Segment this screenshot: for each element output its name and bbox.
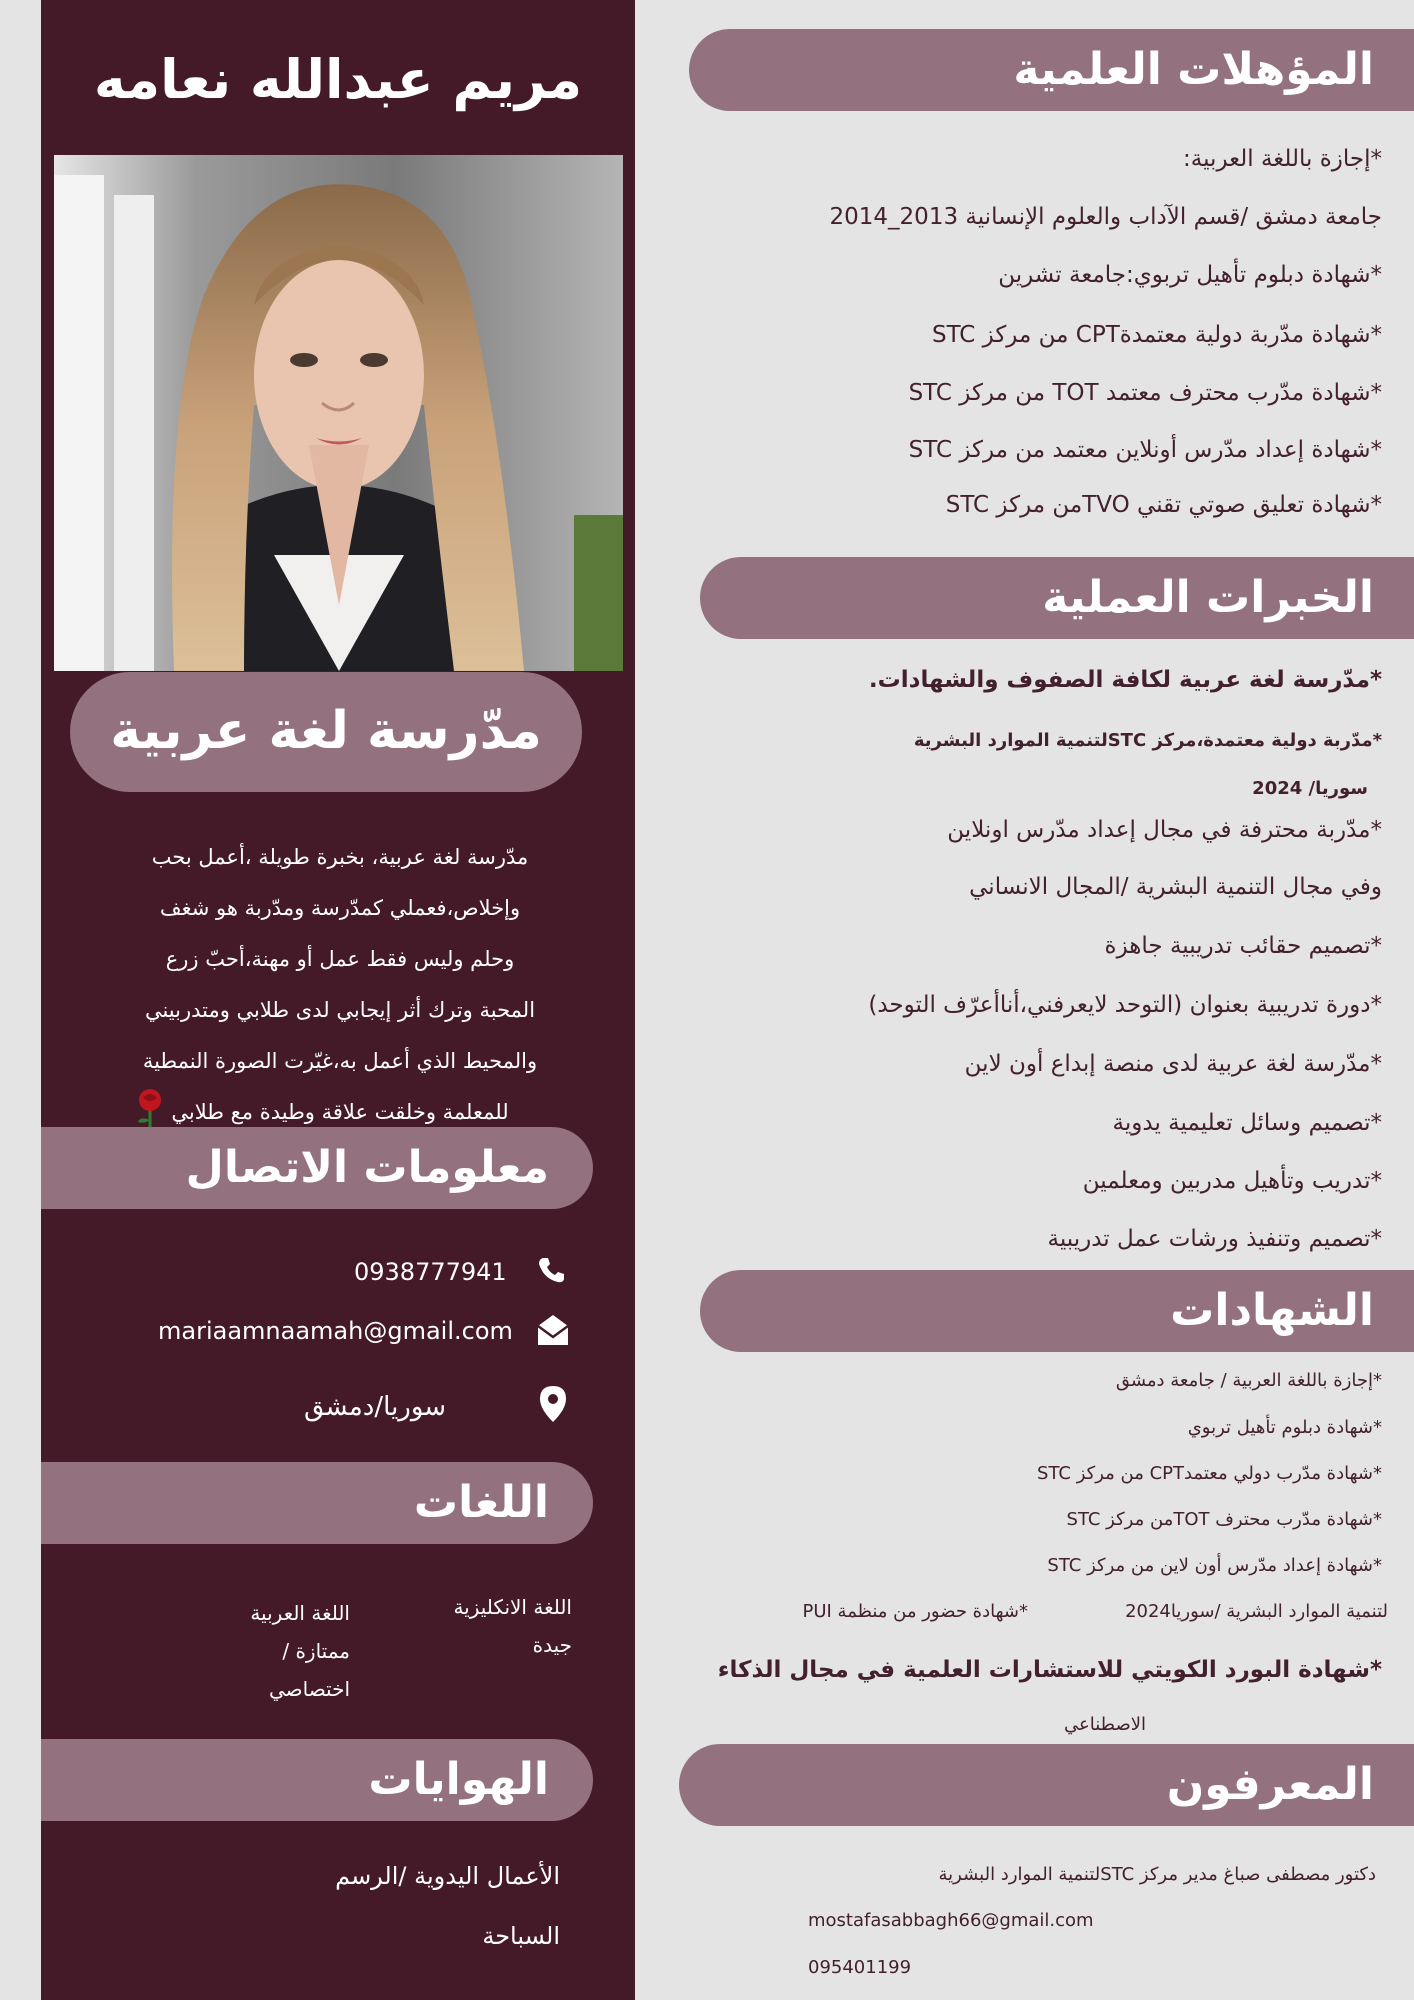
references-heading: المعرفون [679, 1744, 1414, 1826]
qualification-item: *شهادة إعداد مدّرس أونلاين معتمد من مركز STC [908, 437, 1382, 463]
certificate-item: لتنمية الموارد البشرية /سوريا2024 [1125, 1601, 1388, 1622]
languages-heading: اللغات [41, 1462, 593, 1544]
experience-item: سوريا/ 2024 [1252, 778, 1368, 799]
qualification-item: *إجازة باللغة العربية: [1183, 146, 1382, 172]
certificates-heading: الشهادات [700, 1270, 1414, 1352]
certificate-item: *شهادة مدّرب دولي معتمدCPT من مركز STC [1037, 1463, 1382, 1484]
about-line: والمحيط الذي أعمل به،غيّرت الصورة النمطية [142, 1049, 538, 1073]
language-level: جيدة [532, 1633, 572, 1657]
qualification-item: *شهادة مدّرب محترف معتمد TOT من مركز STC [908, 380, 1382, 406]
qualification-item: جامعة دمشق /قسم الآداب والعلوم الإنسانية 2013_2014 [829, 204, 1382, 230]
language-english [410, 1588, 572, 1664]
phone-icon [536, 1255, 566, 1285]
reference-phone: 095401199 [808, 1957, 912, 1978]
location-text: سوريا/دمشق [304, 1392, 447, 1422]
experience-item: *تدريب وتأهيل مدربين ومعلمين [1082, 1168, 1382, 1194]
certificate-item: *شهادة البورد الكويتي للاستشارات العلمية في مجال الذكاء [717, 1657, 1382, 1683]
experience-item: *تصميم وسائل تعليمية يدوية [1112, 1110, 1382, 1136]
language-note: اختصاصي [268, 1677, 350, 1701]
certificate-item: *إجازة باللغة العربية / جامعة دمشق [1115, 1370, 1382, 1391]
experience-item: *مدّربة محترفة في مجال إعداد مدّرس اونلاين [947, 817, 1382, 843]
reference-name: دكتور مصطفى صباغ مدير مركز STCلتنمية الموارد البشرية [938, 1864, 1376, 1885]
email-address: mariaamnaamah@gmail.com [158, 1317, 513, 1345]
location-pin-icon [539, 1385, 567, 1423]
certificate-item: *شهادة دبلوم تأهيل تربوي [1187, 1417, 1382, 1438]
language-name: اللغة الانكليزية [453, 1595, 572, 1619]
experience-item: *مدّرسة لغة عربية لكافة الصفوف والشهادات. [868, 667, 1382, 693]
job-title-pill: مدّرسة لغة عربية [70, 672, 582, 792]
language-level: ممتازة / [282, 1639, 350, 1663]
qualification-item: *شهادة تعليق صوتي تقني TVOمن مركز STC [945, 492, 1382, 518]
hobbies-heading: الهوايات [41, 1739, 593, 1821]
hobby-line: الأعمال اليدوية /الرسم [335, 1862, 560, 1890]
certificate-item: *شهادة مدّرب محترف TOTمن مركز STC [1066, 1509, 1382, 1530]
about-line: المحبة وترك أثر إيجابي لدى طلابي ومتدربيني [144, 998, 536, 1022]
envelope-icon [536, 1313, 570, 1347]
certificate-item: الاصطناعي [1064, 1714, 1146, 1735]
experience-item: *دورة تدريبية بعنوان (التوحد لايعرفني،أناأعرّف التوحد) [868, 992, 1382, 1018]
qualifications-heading: المؤهلات العلمية [689, 29, 1414, 111]
qualification-item: *شهادة دبلوم تأهيل تربوي:جامعة تشرين [998, 262, 1382, 288]
certificate-item: *شهادة حضور من منظمة PUI [802, 1601, 1028, 1622]
about-line: وحلم وليس فقط عمل أو مهنة،أحبّ زرع [165, 947, 515, 971]
portrait-illustration [54, 155, 623, 671]
experience-item: وفي مجال التنمية البشرية /المجال الانساني [969, 874, 1382, 900]
about-line: للمعلمة وخلقت علاقة وطيدة مع طلابي [171, 1100, 509, 1124]
about-line: مدّرسة لغة عربية، بخبرة طويلة ،أعمل بحب [151, 845, 529, 869]
person-name: مريم عبدالله نعامه [93, 48, 583, 111]
reference-email: mostafasabbagh66@gmail.com [808, 1910, 1094, 1931]
about-line: وإخلاص،فعملي كمدّرسة ومدّربة هو شغف [159, 896, 521, 920]
experience-item: *مدّرسة لغة عربية لدى منصة إبداع أون لاين [964, 1051, 1382, 1077]
experience-item: *تصميم حقائب تدريبية جاهزة [1104, 933, 1382, 959]
experience-item: *مدّربة دولية معتمدة،مركز STCلتنمية الموارد البشرية [913, 730, 1382, 751]
contact-heading: معلومات الاتصال [41, 1127, 593, 1209]
experience-item: *تصميم وتنفيذ ورشات عمل تدريبية [1047, 1226, 1382, 1252]
certificate-item: *شهادة إعداد مدّرس أون لاين من مركز STC [1047, 1555, 1382, 1576]
language-name: اللغة العربية [250, 1601, 350, 1625]
experience-heading: الخبرات العملية [700, 557, 1414, 639]
qualification-item: *شهادة مدّربة دولية معتمدةCPT من مركز STC [931, 322, 1382, 348]
profile-photo [54, 155, 623, 671]
rose-icon [130, 1086, 170, 1132]
phone-number: 0938777941 [354, 1258, 507, 1286]
hobby-line: السباحة [482, 1922, 560, 1950]
language-arabic [200, 1594, 350, 1708]
left-margin [0, 560, 41, 2000]
